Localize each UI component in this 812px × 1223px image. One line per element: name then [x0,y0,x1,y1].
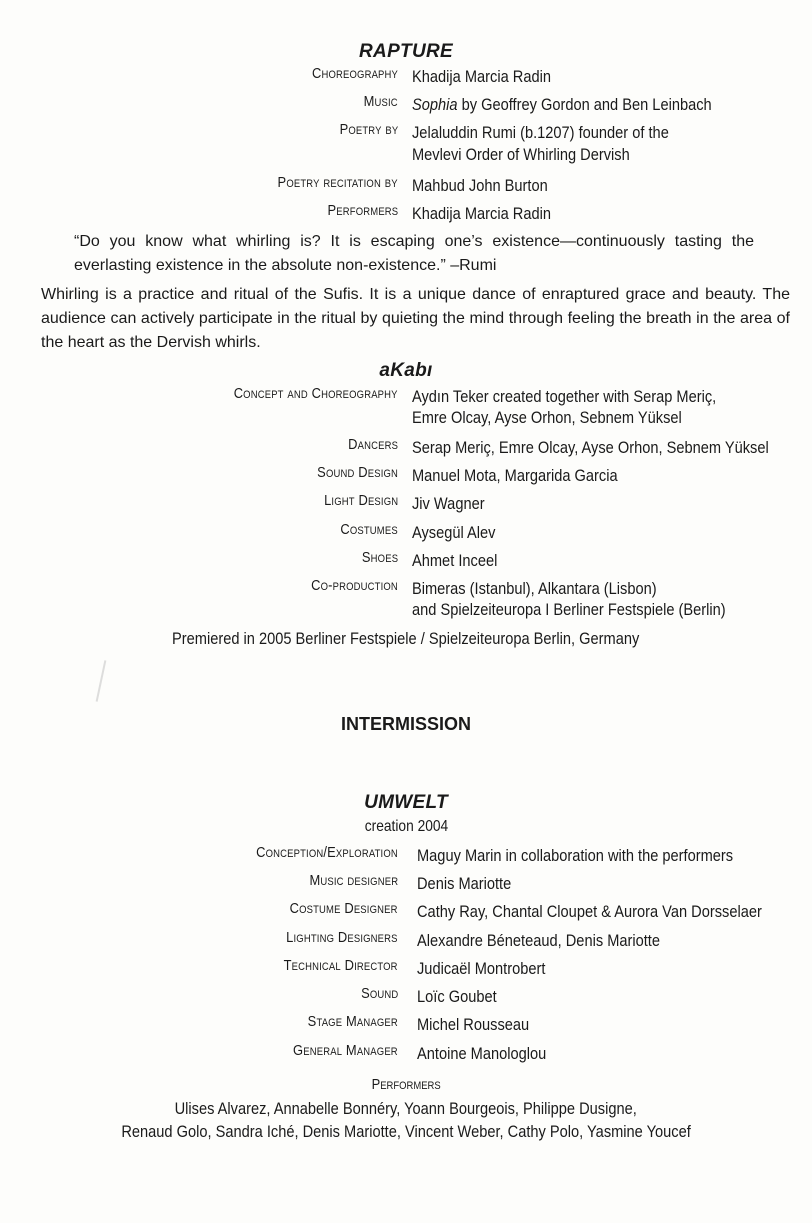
credit-value: Jelaluddin Rumi (b.1207) founder of the [412,123,669,142]
rumi-quote: “Do you know what whirling is? It is escaping one’s existence—continuously tasting the everlasting existence in the absolute non-existence.” –Rumi [74,233,754,274]
performers-label: Performers [371,1076,441,1093]
credit-row [0,957,812,983]
music-composers: by Geoffrey Gordon and Ben Leinbach [457,95,712,114]
credit-role: Concept and Choreography [234,385,398,402]
umwelt-subtitle-line [0,818,812,836]
credit-row [0,985,812,1011]
credit-value: Khadija Marcia Radin [412,204,551,223]
credit-role: Co-production [311,577,398,594]
performers-line [0,1099,812,1119]
credit-row [0,385,812,411]
credit-value [412,93,712,117]
credit-value: Serap Meriç, Emre Olcay, Ayse Orhon, Sebnem Yüksel [412,438,769,457]
credit-value-cont: and Spielzeiteuropa I Berliner Festspiele (Berlin) [412,600,726,619]
paper-mark [96,660,107,701]
credit-role: Costume Designer [289,900,398,917]
credit-value: Aydın Teker created together with Serap Meriç, [412,387,717,406]
performers-names: Ulises Alvarez, Annabelle Bonnéry, Yoann Bourgeois, Philippe Dusigne, [174,1099,638,1118]
credit-role: Shoes [361,549,398,566]
credit-value: Aysegül Alev [412,523,496,542]
umwelt-title: UMWELT [364,792,448,813]
credit-role: Technical Director [283,957,398,974]
credit-role: Lighting Designers [286,929,398,946]
rapture-description: Whirling is a practice and ritual of the Sufis. It is a unique dance of enraptured grace and beauty. The audience can actively participate in the ritual by quieting the mind through feeling the breath in the area of the heart as the Dervish whirls. [41,286,790,351]
credit-value: Maguy Marin in collaboration with the performers [417,846,734,865]
credit-value: Jiv Wagner [412,494,485,513]
credit-role: Stage Manager [307,1013,398,1030]
credit-row [0,1013,812,1039]
credit-row [0,121,812,147]
credit-row [0,202,812,228]
credit-role: Sound [360,985,398,1002]
umwelt-subtitle: creation 2004 [364,818,448,835]
credit-role: General Manager [293,1042,398,1059]
credit-role: Poetry by [339,121,398,138]
intermission-heading: INTERMISSION [340,714,471,734]
credit-value-cont: Mevlevi Order of Whirling Dervish [412,145,630,164]
credit-row [0,521,812,547]
premiere-note [0,629,812,649]
credit-value: Michel Rousseau [417,1015,530,1034]
akabi-title: aKabı [379,360,433,381]
credit-value: Manuel Mota, Margarida Garcia [412,466,618,485]
music-title: Sophia [412,95,458,114]
credit-row [0,1042,812,1068]
credit-value: Mahbud John Burton [412,176,548,195]
credit-role: Costumes [340,521,398,538]
credit-value: Bimeras (Istanbul), Alkantara (Lisbon) [412,579,657,598]
credit-value: Khadija Marcia Radin [412,67,551,86]
credit-role: Performers [327,202,398,219]
credit-row [0,65,812,91]
rapture-title: RAPTURE [359,41,453,62]
premiere-text: Premiered in 2005 Berliner Festspiele / Spielzeiteuropa Berlin, Germany [172,629,640,648]
credit-row [0,436,812,462]
credit-value: Ahmet Inceel [412,551,498,570]
credit-row [0,900,812,926]
credit-role: Music designer [309,872,398,889]
credit-value: Denis Mariotte [417,874,512,893]
credit-value: Loïc Goubet [417,987,497,1006]
credit-value: Judicaël Montrobert [417,959,546,978]
credit-role: Poetry recitation by [277,174,398,191]
credit-value: Cathy Ray, Chantal Cloupet & Aurora Van Dorsselaer [417,902,762,921]
credit-row [0,872,812,898]
credit-role: Music [363,93,398,110]
credit-row [0,174,812,200]
performers-names: Renaud Golo, Sandra Iché, Denis Mariotte, Vincent Weber, Cathy Polo, Yasmine Youcef [121,1122,691,1141]
credit-row [0,549,812,575]
credit-role: Sound Design [317,464,398,481]
performers-label-line [0,1076,812,1093]
credit-value-cont: Emre Olcay, Ayse Orhon, Sebnem Yüksel [412,408,682,427]
credit-row [0,93,812,119]
credit-role: Light Design [323,492,398,509]
credit-role: Choreography [311,65,398,82]
credit-row [0,492,812,518]
credit-row [0,844,812,870]
credit-role: Conception/Exploration [256,844,398,861]
credit-value: Alexandre Béneteaud, Denis Mariotte [417,931,661,950]
credit-row [0,464,812,490]
credit-role: Dancers [348,436,398,453]
credit-value: Antoine Manologlou [417,1044,547,1063]
credit-row [0,929,812,955]
performers-line [0,1122,812,1142]
